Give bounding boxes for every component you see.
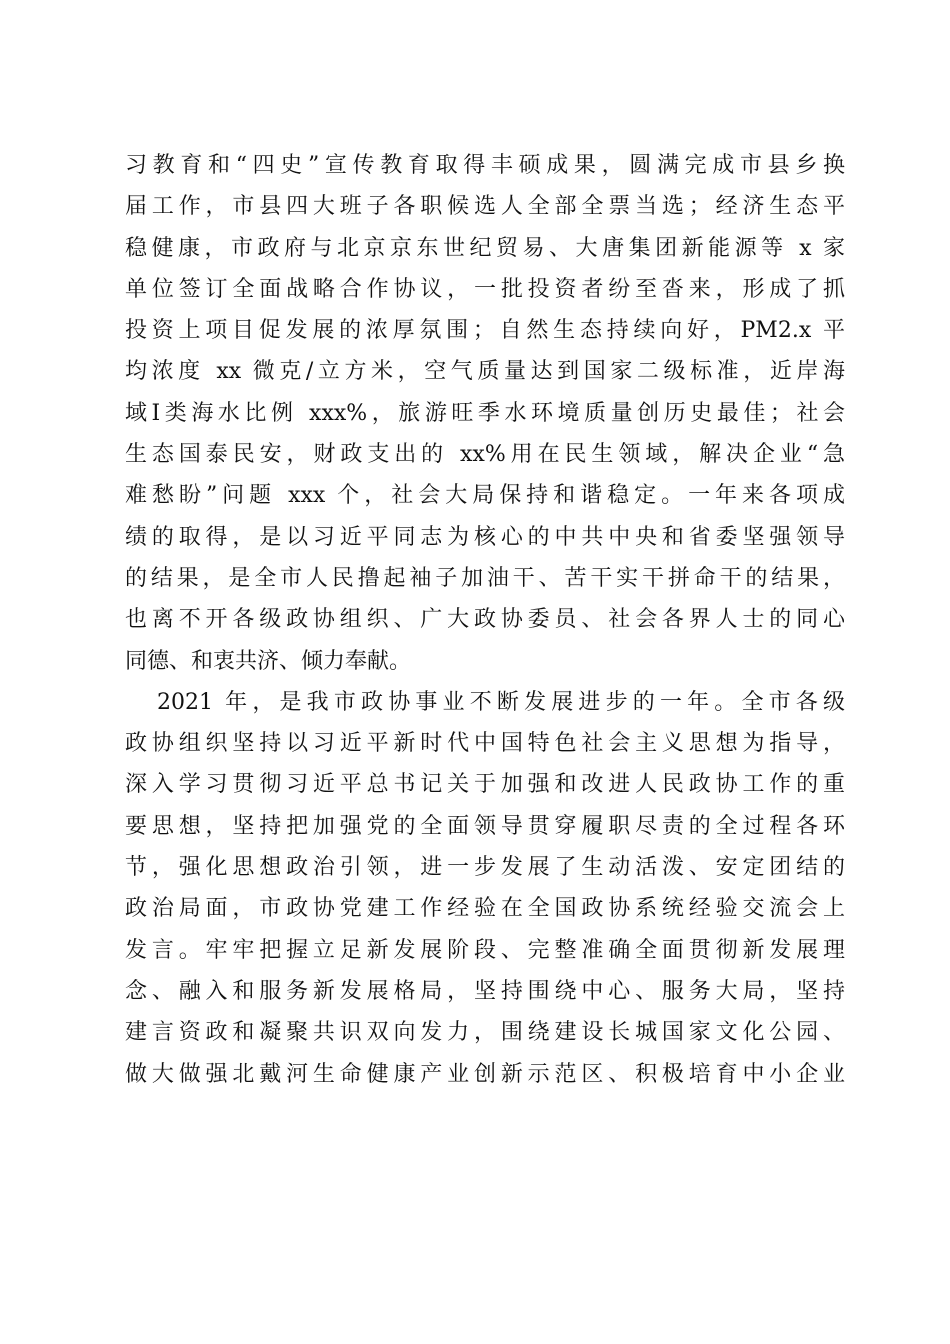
text-line: 要思想，坚持把加强党的全面领导贯穿履职尽责的全过程各环 <box>125 813 845 839</box>
text-line: 生态国泰民安，财政支出的 xx%用在民生领域，解决企业“急 <box>125 442 845 468</box>
paragraph-2 <box>125 682 845 1095</box>
text-line: 难愁盼”问题 xxx 个，社会大局保持和谐稳定。一年来各项成 <box>125 483 845 509</box>
text-line: 届工作，市县四大班子各职候选人全部全票当选；经济生态平 <box>125 194 845 220</box>
text-line: 建言资政和凝聚共识双向发力，围绕建设长城国家文化公园、 <box>125 1020 845 1046</box>
text-line: 也离不开各级政协组织、广大政协委员、社会各界人士的同心 <box>125 607 845 633</box>
text-line: 稳健康，市政府与北京京东世纪贸易、大唐集团新能源等 x 家 <box>125 235 845 261</box>
text-line: 念、融入和服务新发展格局，坚持围绕中心、服务大局，坚持 <box>125 978 845 1004</box>
paragraph-1 <box>125 145 845 682</box>
text-line: 政协组织坚持以习近平新时代中国特色社会主义思想为指导， <box>125 731 845 757</box>
text-line: 绩的取得，是以习近平同志为核心的中共中央和省委坚强领导 <box>125 524 845 550</box>
text-line: 发言。牢牢把握立足新发展阶段、完整准确全面贯彻新发展理 <box>125 937 845 963</box>
text-line: 节，强化思想政治引领，进一步发展了生动活泼、安定团结的 <box>125 855 845 881</box>
text-line: 2021 年，是我市政协事业不断发展进步的一年。全市各级 <box>157 689 845 715</box>
text-line: 做大做强北戴河生命健康产业创新示范区、积极培育中小企业 <box>125 1061 845 1087</box>
text-line: 习教育和“四史”宣传教育取得丰硕成果，圆满完成市县乡换 <box>125 153 845 178</box>
text-line: 域Ⅰ类海水比例 xxx%，旅游旺季水环境质量创历史最佳；社会 <box>125 400 845 426</box>
document-body <box>125 145 845 1095</box>
text-line: 均浓度 xx 微克/立方米，空气质量达到国家二级标准，近岸海 <box>125 359 845 385</box>
text-line: 单位签订全面战略合作协议，一批投资者纷至沓来，形成了抓 <box>125 276 845 302</box>
text-line: 政治局面，市政协党建工作经验在全国政协系统经验交流会上 <box>125 896 845 922</box>
text-line: 深入学习贯彻习近平总书记关于加强和改进人民政协工作的重 <box>125 772 845 798</box>
text-line: 的结果，是全市人民撸起袖子加油干、苦干实干拼命干的结果， <box>125 565 845 591</box>
text-line: 投资上项目促发展的浓厚氛围；自然生态持续向好，PM2.x 平 <box>125 318 845 344</box>
text-line: 同德、和衷共济、倾力奉献。 <box>125 648 412 674</box>
